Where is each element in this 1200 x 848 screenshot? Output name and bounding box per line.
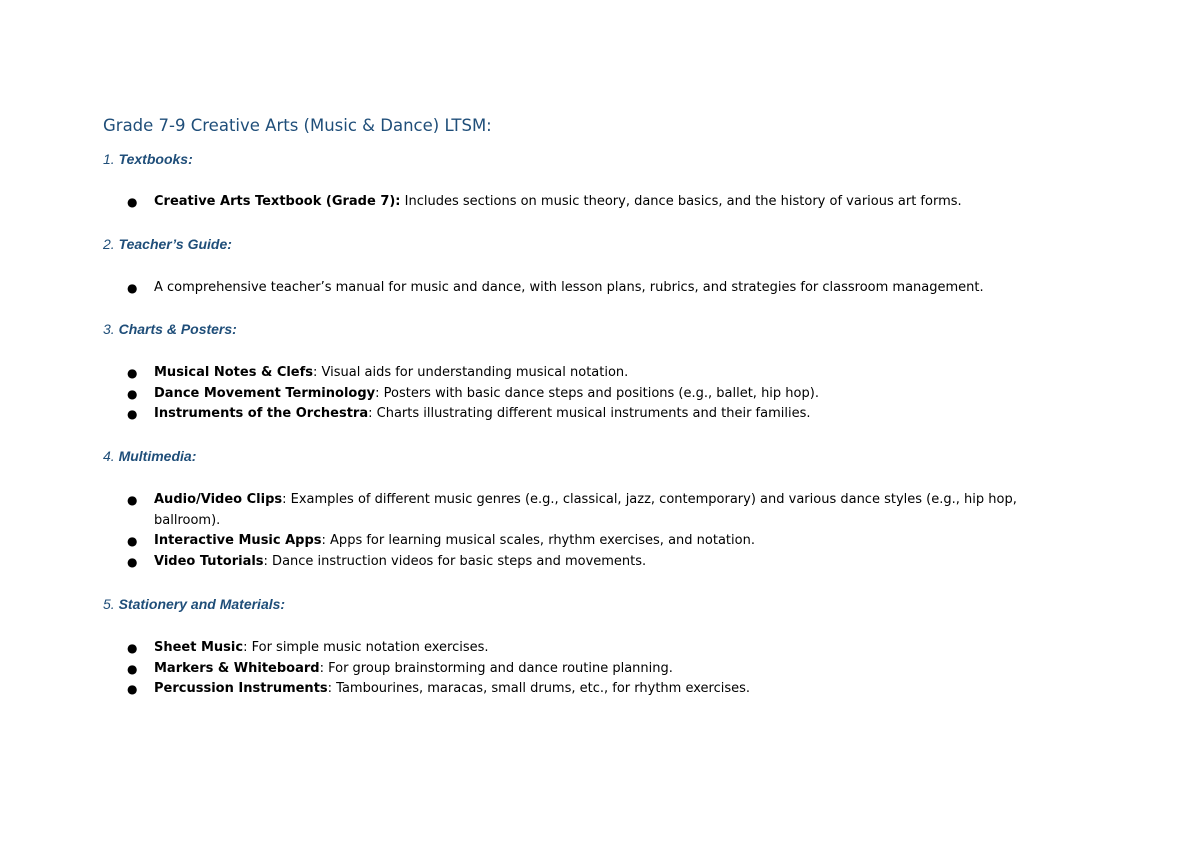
item-term: Sheet Music	[154, 640, 244, 655]
item-term: Percussion Instruments	[154, 681, 328, 697]
bullet-icon: ●	[127, 641, 138, 655]
bullet-icon: ●	[127, 493, 138, 507]
bullet-icon: ●	[127, 386, 138, 401]
item-text: : For simple music notation exercises.	[243, 640, 489, 655]
item-text: : Tambourines, maracas, small drums, etc., for rhythm exercises.	[327, 681, 751, 697]
item-term: Dance Movement Terminology	[154, 385, 376, 401]
list-item	[125, 363, 1075, 384]
item-term: Markers & Whiteboard	[154, 660, 320, 676]
list-item	[125, 278, 1075, 299]
item-term: Interactive Music Apps	[154, 533, 322, 549]
item-text: A comprehensive teacher’s manual for music and dance, with lesson plans, rubrics, and strategies for classroom management.	[154, 280, 984, 295]
section-heading-charts-posters	[103, 321, 237, 337]
list-item	[125, 659, 1075, 680]
section-heading-multimedia	[103, 448, 196, 464]
item-text: : Dance instruction videos for basic steps and movements.	[263, 553, 647, 569]
section-heading-teachers-guide	[103, 236, 232, 252]
textbooks-list	[125, 192, 1075, 213]
section-number: 2.	[103, 236, 115, 252]
list-item	[125, 638, 1075, 659]
item-term: Creative Arts Textbook (Grade 7):	[154, 194, 401, 209]
section-number: 5.	[103, 596, 115, 612]
stationery-list	[125, 638, 1075, 700]
item-term: Instruments of the Orchestra	[154, 406, 369, 422]
section-title: Charts & Posters:	[118, 321, 237, 337]
section-number: 3.	[103, 321, 115, 337]
section-heading-stationery	[103, 596, 285, 612]
item-text: : For group brainstorming and dance routine planning.	[319, 660, 673, 676]
list-item	[125, 531, 1075, 552]
bullet-icon: ●	[127, 281, 138, 295]
bullet-icon: ●	[127, 366, 138, 380]
list-item	[125, 384, 1075, 405]
list-item	[125, 192, 1075, 213]
item-text: : Posters with basic dance steps and positions (e.g., ballet, hip hop).	[375, 385, 819, 401]
teachers-guide-list	[125, 278, 1075, 299]
section-title: Textbooks:	[118, 151, 193, 167]
bullet-icon: ●	[127, 195, 138, 209]
bullet-icon: ●	[127, 682, 138, 697]
section-title: Multimedia:	[118, 448, 197, 464]
document-title: Grade 7-9 Creative Arts (Music & Dance) LTSM:	[103, 116, 492, 135]
section-title: Stationery and Materials:	[118, 596, 286, 612]
item-term: Video Tutorials	[154, 553, 264, 569]
section-number: 1.	[103, 151, 115, 167]
list-item	[125, 490, 1075, 531]
item-term: Audio/Video Clips	[154, 492, 283, 507]
item-text: Includes sections on music theory, dance basics, and the history of various art forms.	[400, 194, 962, 209]
item-text: : Examples of different music genres (e.g., classical, jazz, contemporary) and various dance styles (e.g., hip hop, ballroom).	[154, 492, 1017, 528]
list-item	[125, 679, 1075, 700]
section-title: Teacher’s Guide:	[118, 236, 232, 252]
item-text: : Charts illustrating different musical instruments and their families.	[368, 406, 811, 422]
list-item	[125, 552, 1075, 573]
section-number: 4.	[103, 448, 115, 464]
charts-posters-list	[125, 363, 1075, 425]
item-term: Musical Notes & Clefs	[154, 365, 314, 380]
bullet-icon: ●	[127, 661, 138, 676]
bullet-icon: ●	[127, 534, 138, 549]
item-text: : Apps for learning musical scales, rhythm exercises, and notation.	[321, 533, 755, 549]
section-heading-textbooks	[103, 151, 193, 167]
multimedia-list	[125, 490, 1075, 572]
bullet-icon: ●	[127, 554, 138, 569]
item-text: : Visual aids for understanding musical notation.	[313, 365, 629, 380]
list-item	[125, 404, 1075, 425]
bullet-icon: ●	[127, 407, 138, 422]
